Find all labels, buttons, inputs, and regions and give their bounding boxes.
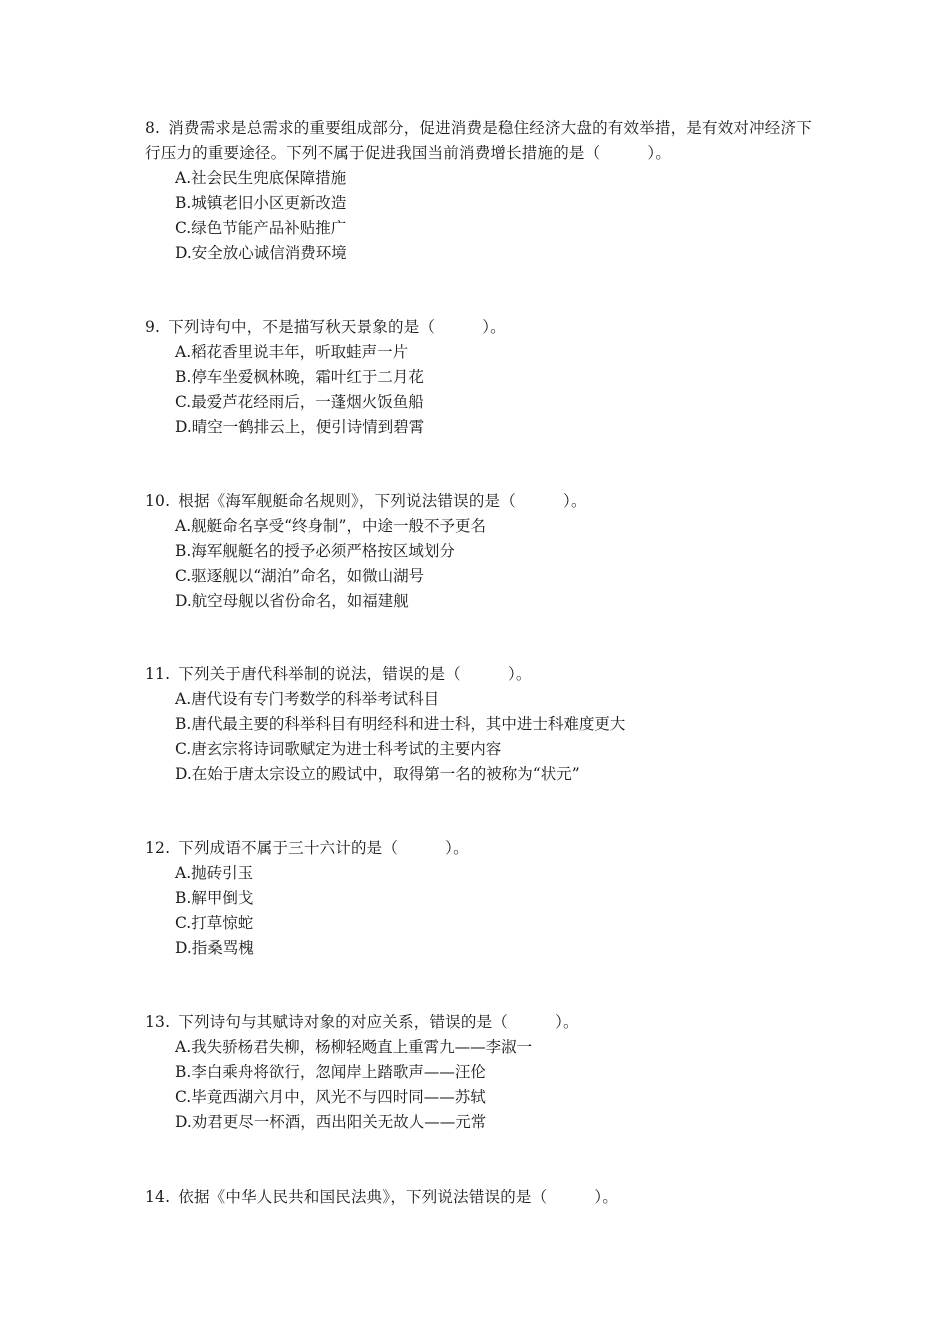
question-text: 根据《海军舰艇命名规则》，下列说法错误的是（ ）。	[178, 492, 587, 510]
options-list	[145, 1035, 825, 1135]
question-text: 消费需求是总需求的重要组成部分，促进消费是稳住经济大盘的有效举措，是有效对冲经济下行压力的重要途径。下列不属于促进我国当前消费增长措施的是（ ）。	[145, 119, 812, 162]
question-number: 8.	[145, 119, 161, 137]
question-8	[145, 116, 825, 266]
option-b: B.唐代最主要的科举科目有明经科和进士科，其中进士科难度更大	[175, 715, 626, 733]
question-stem	[145, 1185, 825, 1210]
option-a: A.稻花香里说丰年，听取蛙声一片	[175, 343, 409, 361]
question-9	[145, 315, 825, 440]
option-a: A.舰艇命名享受“终身制”，中途一般不予更名	[175, 517, 486, 535]
question-11	[145, 662, 825, 787]
question-text: 下列关于唐代科举制的说法，错误的是（ ）。	[178, 665, 532, 683]
question-13	[145, 1010, 825, 1135]
option-c: C.唐玄宗将诗词歌赋定为进士科考试的主要内容	[175, 740, 502, 758]
question-stem	[145, 315, 825, 340]
question-text: 依据《中华人民共和国民法典》，下列说法错误的是（ ）。	[178, 1188, 619, 1206]
option-d: D.航空母舰以省份命名，如福建舰	[175, 592, 409, 610]
option-a: A.社会民生兜底保障措施	[175, 169, 347, 187]
question-stem	[145, 489, 825, 514]
question-number: 11.	[145, 665, 171, 683]
option-b: B.城镇老旧小区更新改造	[175, 194, 347, 212]
options-list	[145, 687, 825, 787]
question-text: 下列成语不属于三十六计的是（ ）。	[178, 839, 469, 857]
option-c: C.毕竟西湖六月中，风光不与四时同——苏轼	[175, 1088, 486, 1106]
question-12	[145, 836, 825, 961]
option-b: B.解甲倒戈	[175, 889, 254, 907]
option-d: D.指桑骂槐	[175, 939, 254, 957]
question-text: 下列诗句与其赋诗对象的对应关系，错误的是（ ）。	[178, 1013, 579, 1031]
options-list	[145, 340, 825, 440]
question-stem	[145, 836, 825, 861]
option-a: A.我失骄杨君失柳，杨柳轻飏直上重霄九——李淑一	[175, 1038, 533, 1056]
question-10	[145, 489, 825, 614]
question-stem	[145, 116, 825, 166]
option-c: C.绿色节能产品补贴推广	[175, 219, 347, 237]
option-d: D.劝君更尽一杯酒，西出阳关无故人——元常	[175, 1113, 487, 1131]
options-list	[145, 166, 825, 266]
option-b: B.海军舰艇名的授予必须严格按区域划分	[175, 542, 455, 560]
question-stem	[145, 662, 825, 687]
question-text: 下列诗句中，不是描写秋天景象的是（ ）。	[168, 318, 506, 336]
option-d: D.在始于唐太宗设立的殿试中，取得第一名的被称为“状元”	[175, 765, 580, 783]
question-number: 14.	[145, 1188, 171, 1206]
option-a: A.唐代设有专门考数学的科举考试科目	[175, 690, 440, 708]
option-d: D.安全放心诚信消费环境	[175, 244, 347, 262]
question-number: 10.	[145, 492, 171, 510]
options-list	[145, 861, 825, 961]
option-c: C.打草惊蛇	[175, 914, 254, 932]
question-number: 13.	[145, 1013, 171, 1031]
option-c: C.最爱芦花经雨后，一蓬烟火饭鱼船	[175, 393, 424, 411]
options-list	[145, 514, 825, 614]
option-a: A.抛砖引玉	[175, 864, 254, 882]
option-b: B.李白乘舟将欲行，忽闻岸上踏歌声——汪伦	[175, 1063, 486, 1081]
option-b: B.停车坐爱枫林晚，霜叶红于二月花	[175, 368, 424, 386]
question-14	[145, 1185, 825, 1210]
question-number: 9.	[145, 318, 161, 336]
question-number: 12.	[145, 839, 171, 857]
option-d: D.晴空一鹤排云上，便引诗情到碧霄	[175, 418, 425, 436]
question-stem	[145, 1010, 825, 1035]
option-c: C.驱逐舰以“湖泊”命名，如微山湖号	[175, 567, 425, 585]
